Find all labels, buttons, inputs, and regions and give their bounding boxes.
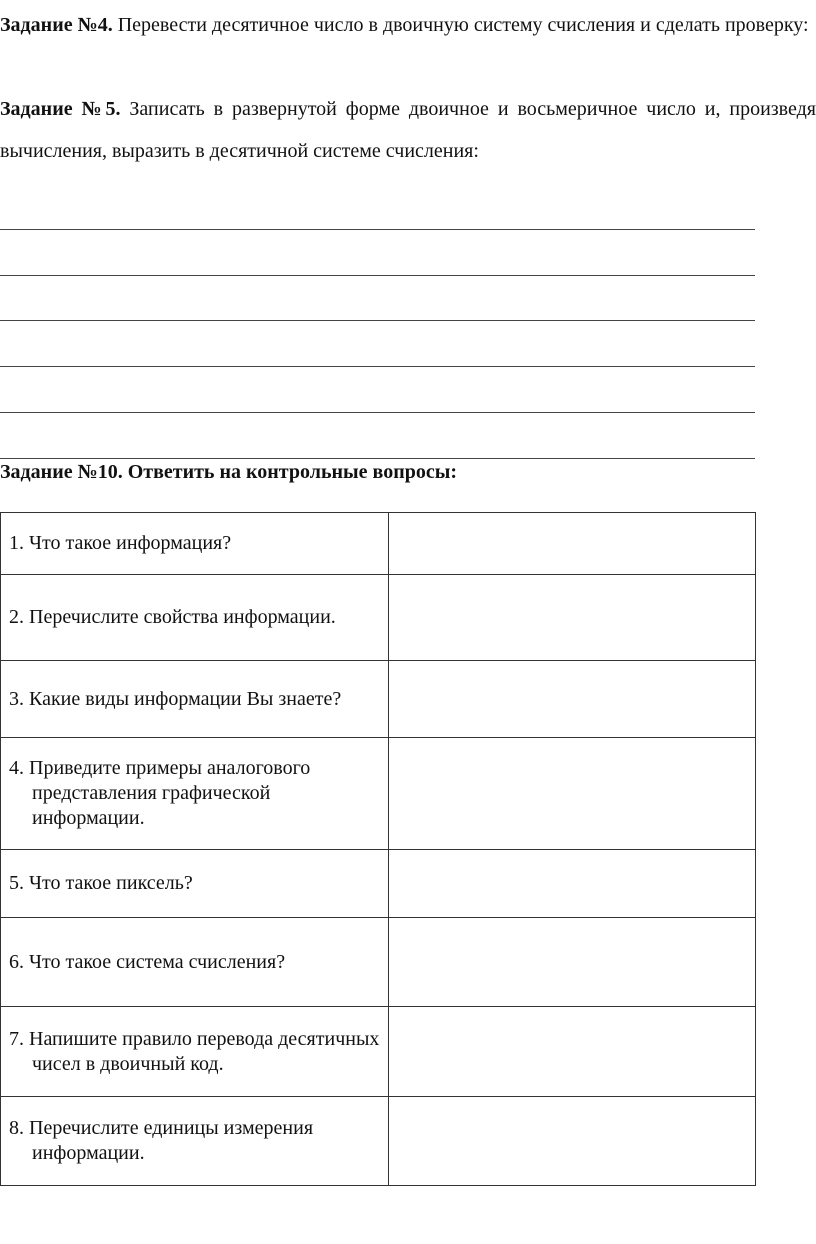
answer-cell[interactable] [388,513,755,575]
question-text: 1. Что такое информация? [9,532,232,554]
question-text: 7. Напишите правило перевода десятичных чисел в двоичный код. [9,1027,380,1075]
question-cell [1,1007,389,1097]
question-row-6 [1,918,756,1007]
question-text: 4. Приведите примеры аналогового представления графической информации. [9,757,311,829]
question-cell [1,513,389,575]
answer-cell[interactable] [388,738,755,850]
question-cell [1,738,389,850]
answer-line-2[interactable] [0,275,755,276]
question-cell [1,918,389,1007]
question-cell [1,1097,389,1186]
answer-line-4[interactable] [0,366,755,367]
answer-cell[interactable] [388,575,755,661]
question-row-3 [1,661,756,738]
answer-line-5[interactable] [0,412,755,413]
question-cell [1,661,389,738]
task-4-text: Перевести десятичное число в двоичную систему счисления и сделать проверку: [112,14,809,36]
task-10-heading: Задание №10. Ответить на контрольные вопросы: [0,461,458,483]
question-row-4 [1,738,756,850]
question-cell [1,850,389,918]
question-cell [1,575,389,661]
question-row-7 [1,1007,756,1097]
task-4-paragraph [0,4,816,46]
question-text: 5. Что такое пиксель? [9,872,193,894]
question-text: 6. Что такое система счисления? [9,950,286,973]
task-5-paragraph [0,88,816,172]
answer-line-1[interactable] [0,229,755,230]
answer-cell[interactable] [388,1007,755,1097]
question-row-2 [1,575,756,661]
task-4-label: Задание №4. [0,14,113,36]
task-5-text: Записать в развернутой форме двоичное и восьмеричное число и, произведя вычисления, выразить в десятичной системе счисления: [0,98,816,162]
question-row-1 [1,513,756,575]
task-5-label: Задание №5. [0,98,121,120]
answer-cell[interactable] [388,661,755,738]
answer-cell[interactable] [388,918,755,1007]
question-text: 3. Какие виды информации Вы знаете? [9,687,342,710]
question-text: 8. Перечислите единицы измерения информации. [9,1117,314,1164]
question-text: 2. Перечислите свойства информации. [9,606,336,628]
question-row-5 [1,850,756,918]
question-row-8 [1,1097,756,1186]
answer-cell[interactable] [388,850,755,918]
answer-cell[interactable] [388,1097,755,1186]
questions-table [0,512,756,1186]
answer-line-3[interactable] [0,320,755,321]
